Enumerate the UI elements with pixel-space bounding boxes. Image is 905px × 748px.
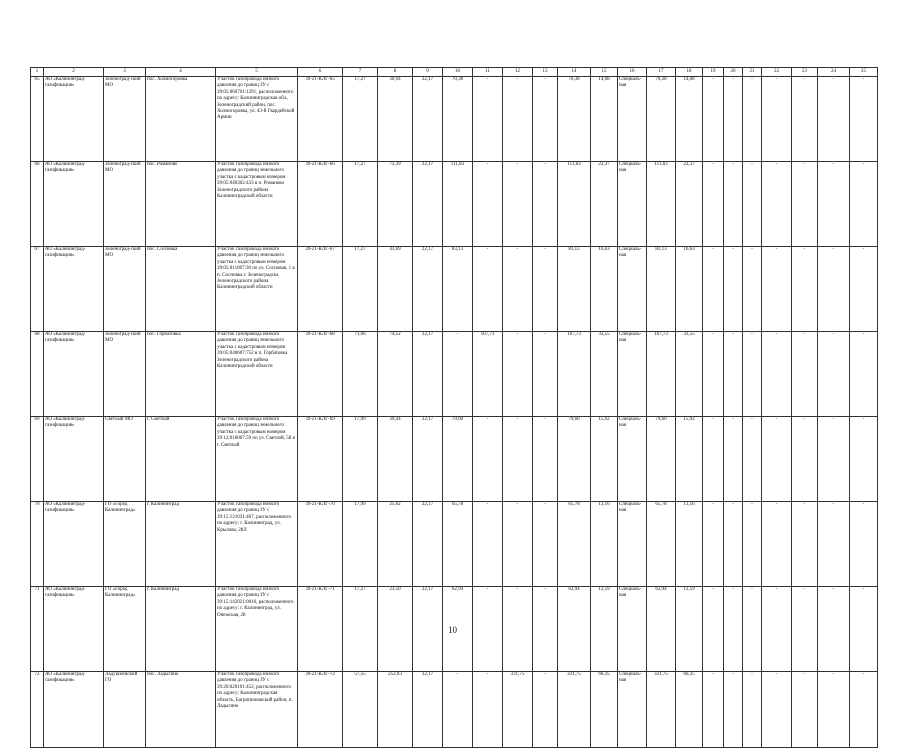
table-cell: - xyxy=(850,672,878,748)
column-number-cell: 9 xyxy=(413,68,443,77)
table-cell: - xyxy=(762,417,792,502)
table-cell: - xyxy=(703,672,724,748)
table-cell: - xyxy=(533,502,558,587)
table-cell: - xyxy=(818,332,850,417)
table-cell: Зеленоград-ский МО xyxy=(104,162,146,247)
table-cell: 70,38 xyxy=(647,77,676,162)
table-cell: - xyxy=(533,77,558,162)
table-cell: - xyxy=(743,162,762,247)
table-cell: 39-21-КЛГ-71 xyxy=(298,587,343,672)
table-body xyxy=(31,68,878,748)
table-cell: 39-21-КЛГ-69 xyxy=(298,417,343,502)
table-cell: - xyxy=(473,502,503,587)
table-cell: - xyxy=(818,417,850,502)
column-number-cell: 15 xyxy=(591,68,618,77)
table-cell: 33,55 xyxy=(591,332,618,417)
table-cell: 167,73 xyxy=(558,332,591,417)
table-cell: - xyxy=(724,332,743,417)
table-cell: АО «Калининград-газификация» xyxy=(44,162,104,247)
table-cell: пос. Романово xyxy=(146,162,216,247)
table-cell: Зеленоград-ский МО xyxy=(104,332,146,417)
table-cell: пос. Ладыгино xyxy=(146,672,216,748)
table-cell: Специаль-ная xyxy=(618,162,647,247)
table-cell: 14,08 xyxy=(676,77,703,162)
table-cell: 43,69 xyxy=(378,247,413,332)
table-cell: 22,37 xyxy=(591,162,618,247)
table-cell: ГО «Город Калининград» xyxy=(104,587,146,672)
table-cell: 22,37 xyxy=(676,162,703,247)
table-cell: - xyxy=(533,247,558,332)
table-cell: Специаль-ная xyxy=(618,77,647,162)
table-cell: 39,44 xyxy=(378,417,413,502)
table-cell: Участок газопровода низкого давления до границ земельного участка с кадастровым номером 39:05:040607:752 в п. Горбатовка Зеленоградского района Калининградской области xyxy=(216,332,298,417)
table-cell: - xyxy=(850,502,878,587)
table-cell: - xyxy=(743,332,762,417)
table-cell: - xyxy=(743,672,762,748)
table-cell: 167,73 xyxy=(473,332,503,417)
table-cell: - xyxy=(818,162,850,247)
table-cell: Специаль-ная xyxy=(618,247,647,332)
table-cell: 17,99 xyxy=(343,502,378,587)
column-number-cell: 17 xyxy=(647,68,676,77)
table-cell: 22,17 xyxy=(413,502,443,587)
table-cell: пос. Холмогоровка xyxy=(146,77,216,162)
table-cell: 39-21-КЛГ-72 xyxy=(298,672,343,748)
column-number-cell: 6 xyxy=(298,68,343,77)
table-cell: 71,06 xyxy=(343,332,378,417)
table-cell: пос. Сосновка xyxy=(146,247,216,332)
table-cell: Специаль-ная xyxy=(618,332,647,417)
table-cell: - xyxy=(792,77,818,162)
table-cell: - xyxy=(473,672,503,748)
table-cell: - xyxy=(850,77,878,162)
table-cell: 69 xyxy=(31,417,44,502)
table-cell: Специаль-ная xyxy=(618,417,647,502)
table-cell: Участок газопровода низкого давления до границ земельного участка с кадастровым номером 39:05:011007:30 по ул. Сосновая, 1 в п. Сосновка г. Зеленоградска Зеленоградского района Калининградской области xyxy=(216,247,298,332)
table-cell: - xyxy=(533,587,558,672)
table-cell: - xyxy=(818,672,850,748)
table-cell: 331,75 xyxy=(558,672,591,748)
table-cell: Участок газопровода низкого давления до границ земельного участка с кадастровым номером 39:12:010007:59 по ул. Светлой, 58 в г. Светлый xyxy=(216,417,298,502)
table-cell: - xyxy=(473,77,503,162)
table-cell: - xyxy=(792,587,818,672)
table-cell: г. Калининград xyxy=(146,587,216,672)
table-cell: АО «Калининград-газификация» xyxy=(44,672,104,748)
table-cell: - xyxy=(724,587,743,672)
table-cell: 62,94 xyxy=(647,587,676,672)
table-cell: - xyxy=(743,77,762,162)
column-number-cell: 19 xyxy=(703,68,724,77)
column-number-cell: 2 xyxy=(44,68,104,77)
table-cell: 66,35 xyxy=(591,672,618,748)
table-cell: 15,92 xyxy=(591,417,618,502)
table-cell: 22,17 xyxy=(413,587,443,672)
table-cell: 17,27 xyxy=(343,247,378,332)
table-cell: Зеленоград-ский МО xyxy=(104,77,146,162)
table-cell: 22,17 xyxy=(413,77,443,162)
table-cell: 70,38 xyxy=(443,77,473,162)
column-number-cell: 13 xyxy=(533,68,558,77)
table-cell: 79,60 xyxy=(647,417,676,502)
table-cell: 39-21-КЛГ-70 xyxy=(298,502,343,587)
table-cell: 74,52 xyxy=(378,332,413,417)
column-number-cell: 4 xyxy=(146,68,216,77)
table-cell: АО «Калининград-газификация» xyxy=(44,587,104,672)
table-cell: 68 xyxy=(31,332,44,417)
table-cell: Участок газопровода низкого давления до границ ЗУ с 39:15:142021:0016, расположенного по адресу: г. Калининград, ул. Онежская, 28 xyxy=(216,587,298,672)
table-cell: - xyxy=(503,417,533,502)
table-cell: 167,73 xyxy=(647,332,676,417)
table-cell: - xyxy=(743,502,762,587)
table-cell: - xyxy=(762,77,792,162)
column-number-cell: 24 xyxy=(818,68,850,77)
column-number-cell: 11 xyxy=(473,68,503,77)
column-number-cell: 22 xyxy=(762,68,792,77)
table-cell: - xyxy=(762,162,792,247)
table-cell: - xyxy=(503,587,533,672)
table-cell: - xyxy=(762,672,792,748)
table-cell: АО «Калининград-газификация» xyxy=(44,247,104,332)
table-cell: 33,55 xyxy=(676,332,703,417)
table-cell: - xyxy=(743,587,762,672)
table-cell: 12,59 xyxy=(591,587,618,672)
table-cell: - xyxy=(703,502,724,587)
table-cell: Зеленоград-ский МО xyxy=(104,247,146,332)
table-cell: - xyxy=(762,247,792,332)
table-cell: 16,63 xyxy=(676,247,703,332)
table-cell: - xyxy=(724,247,743,332)
table-cell: - xyxy=(743,417,762,502)
table-cell: 30,94 xyxy=(378,77,413,162)
table-cell: АО «Калининград-газификация» xyxy=(44,332,104,417)
table-cell: 13,16 xyxy=(676,502,703,587)
table-cell: Светлый МО xyxy=(104,417,146,502)
table-row xyxy=(31,332,878,417)
table-cell: г. Калининград xyxy=(146,502,216,587)
table-cell: - xyxy=(473,247,503,332)
table-cell: - xyxy=(850,332,878,417)
table-cell: - xyxy=(503,332,533,417)
column-number-cell: 5 xyxy=(216,68,298,77)
table-cell: 66 xyxy=(31,162,44,247)
table-cell: АО «Калининград-газификация» xyxy=(44,417,104,502)
table-cell: 39-21-КЛГ-66 xyxy=(298,162,343,247)
table-cell: 17,27 xyxy=(343,162,378,247)
table-cell: 17,27 xyxy=(343,587,378,672)
column-number-cell: 3 xyxy=(104,68,146,77)
table-cell: 22,17 xyxy=(413,162,443,247)
table-cell: 12,59 xyxy=(676,587,703,672)
column-number-cell: 12 xyxy=(503,68,533,77)
table-row xyxy=(31,77,878,162)
table-cell: 17,27 xyxy=(343,77,378,162)
table-cell: 22,17 xyxy=(413,332,443,417)
tariff-table xyxy=(30,67,878,748)
column-number-cell: 23 xyxy=(792,68,818,77)
table-cell: 71 xyxy=(31,587,44,672)
table-cell: - xyxy=(850,247,878,332)
table-row xyxy=(31,247,878,332)
table-cell: 79,60 xyxy=(443,417,473,502)
table-cell: 39-21-КЛГ-65 xyxy=(298,77,343,162)
table-cell: 83,13 xyxy=(443,247,473,332)
column-number-cell: 1 xyxy=(31,68,44,77)
table-cell: - xyxy=(473,587,503,672)
table-cell: - xyxy=(473,417,503,502)
table-cell: 13,16 xyxy=(591,502,618,587)
table-cell: АО «Калининград-газификация» xyxy=(44,77,104,162)
table-cell: - xyxy=(503,502,533,587)
table-cell: - xyxy=(818,502,850,587)
table-cell: АО «Калининград-газификация» xyxy=(44,502,104,587)
table-cell: - xyxy=(703,332,724,417)
table-cell: - xyxy=(792,417,818,502)
table-cell: 57,55 xyxy=(343,672,378,748)
table-row xyxy=(31,502,878,587)
table-cell: - xyxy=(724,77,743,162)
table-cell: - xyxy=(724,672,743,748)
table-cell: - xyxy=(503,162,533,247)
table-cell: - xyxy=(703,417,724,502)
table-cell: 15,92 xyxy=(676,417,703,502)
table-cell: - xyxy=(818,77,850,162)
table-cell: - xyxy=(503,77,533,162)
table-cell: Специаль-ная xyxy=(618,587,647,672)
table-cell: 111,83 xyxy=(647,162,676,247)
table-cell: г. Светлый xyxy=(146,417,216,502)
column-number-cell: 21 xyxy=(743,68,762,77)
column-number-cell: 25 xyxy=(850,68,878,77)
table-row xyxy=(31,162,878,247)
table-cell: - xyxy=(792,672,818,748)
table-cell: 72 xyxy=(31,672,44,748)
column-number-cell: 18 xyxy=(676,68,703,77)
table-cell: Участок газопровода низкого давления до границ ЗУ с 39:15:121031:467, расположенного по адресу: г. Калининград, ул. Крылова, 28Л xyxy=(216,502,298,587)
table-cell: 16,63 xyxy=(591,247,618,332)
table-cell: - xyxy=(762,502,792,587)
table-cell: - xyxy=(792,332,818,417)
table-row xyxy=(31,672,878,748)
table-cell: - xyxy=(533,332,558,417)
table-cell: - xyxy=(703,77,724,162)
table-cell: - xyxy=(533,162,558,247)
table-cell: Специаль-ная xyxy=(618,502,647,587)
table-cell: 111,83 xyxy=(443,162,473,247)
table-cell: - xyxy=(762,587,792,672)
table-cell: - xyxy=(443,672,473,748)
table-cell: 72,39 xyxy=(378,162,413,247)
table-cell: - xyxy=(818,587,850,672)
table-cell: 83,13 xyxy=(647,247,676,332)
table-cell: - xyxy=(724,162,743,247)
table-cell: - xyxy=(792,247,818,332)
table-cell: 67 xyxy=(31,247,44,332)
column-number-cell: 10 xyxy=(443,68,473,77)
table-cell: 65,78 xyxy=(558,502,591,587)
table-cell: 83,13 xyxy=(558,247,591,332)
page-number: 10 xyxy=(448,625,457,635)
table-cell: Участок газопровода низкого давления до границ ЗУ с 39:05:060701:1291, расположенного по адресу: Калининградская обл., Зеленоградский район, пос. Холмогоровка, ул. 43-й Гвардейской Армии xyxy=(216,77,298,162)
column-number-cell: 7 xyxy=(343,68,378,77)
table-cell: ГО «Город Калининград» xyxy=(104,502,146,587)
table-cell: - xyxy=(724,502,743,587)
table-cell: 65 xyxy=(31,77,44,162)
table-cell: - xyxy=(703,587,724,672)
table-cell: 70 xyxy=(31,502,44,587)
column-number-cell: 8 xyxy=(378,68,413,77)
table-cell: 66,35 xyxy=(676,672,703,748)
table-cell: - xyxy=(792,162,818,247)
table-cell: - xyxy=(503,247,533,332)
table-cell: Участок газопровода низкого давления до границ земельного участка с кадастровым номером 39:05:040302:433 в п. Романово Зеленоградского района Калининградской области xyxy=(216,162,298,247)
table-cell: 70,38 xyxy=(558,77,591,162)
table-cell: - xyxy=(703,162,724,247)
table-cell: пос. Горбатовка xyxy=(146,332,216,417)
table-cell: - xyxy=(473,162,503,247)
table-cell: - xyxy=(850,587,878,672)
column-number-row xyxy=(31,68,878,77)
table-cell: - xyxy=(850,417,878,502)
table-cell: - xyxy=(818,247,850,332)
table-cell: 25,62 xyxy=(378,502,413,587)
table-cell: 39-21-КЛГ-67 xyxy=(298,247,343,332)
table-cell: - xyxy=(850,162,878,247)
table-cell: 22,17 xyxy=(413,672,443,748)
table-cell: - xyxy=(792,502,818,587)
table-cell: Специаль-ная xyxy=(618,672,647,748)
table-cell: - xyxy=(533,672,558,748)
table-cell: 79,60 xyxy=(558,417,591,502)
table-cell: 22,17 xyxy=(413,247,443,332)
table-cell: 62,94 xyxy=(558,587,591,672)
table-cell: 39-21-КЛГ-68 xyxy=(298,332,343,417)
table-cell: Ладушкинский ГО xyxy=(104,672,146,748)
table-cell: 111,83 xyxy=(558,162,591,247)
column-number-cell: 16 xyxy=(618,68,647,77)
table-cell: 17,99 xyxy=(343,417,378,502)
table-cell: - xyxy=(762,332,792,417)
table-cell: 62,94 xyxy=(443,587,473,672)
table-cell: 23,50 xyxy=(378,587,413,672)
table-cell: 331,75 xyxy=(503,672,533,748)
table-cell: - xyxy=(703,247,724,332)
table-cell: - xyxy=(533,417,558,502)
table-cell: Участок газопровода низкого давления до границ ЗУ с 39:20:020101:452, расположенного по адресу: Калининградская область, Багратионовский район, п. Ладыгино xyxy=(216,672,298,748)
table-cell: 252,03 xyxy=(378,672,413,748)
table-row xyxy=(31,417,878,502)
column-number-cell: 14 xyxy=(558,68,591,77)
table-cell: - xyxy=(743,247,762,332)
column-number-cell: 20 xyxy=(724,68,743,77)
table-cell: 65,78 xyxy=(647,502,676,587)
table-cell: 331,75 xyxy=(647,672,676,748)
table-cell: 22,17 xyxy=(413,417,443,502)
table-cell: - xyxy=(724,417,743,502)
table-cell: 14,08 xyxy=(591,77,618,162)
table-cell: 65,78 xyxy=(443,502,473,587)
table-cell: - xyxy=(443,332,473,417)
